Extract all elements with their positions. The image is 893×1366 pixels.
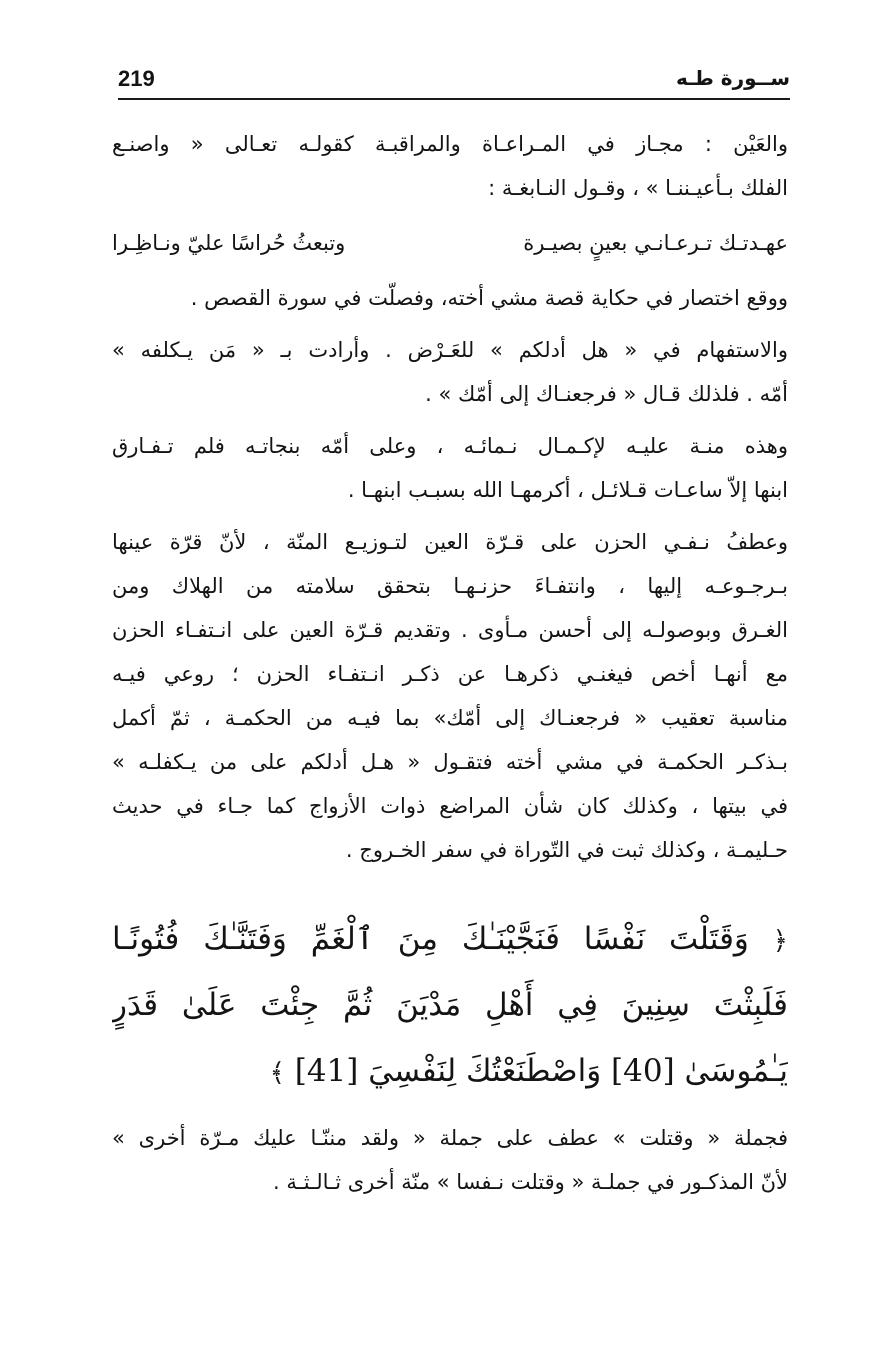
verse-line (112, 906, 788, 972)
verse-line-text: يَـٰمُوسَىٰ [40] وَاصْطَنَعْتُكَ لِنَفْسِيَ [41] (294, 1053, 788, 1089)
text-line: وعطفُ نـفـي الحزن على قـرّة العين لتـوزيـع المنّة ، لأنّ قرّة عينها (112, 530, 788, 554)
text-line: وهذه منـة عليـه لإكـمـال نـمائـه ، وعلى أمّه بنجاتـه فلم تـفـارق (112, 434, 788, 458)
text-line: حـليمـة ، وكذلك ثبت في التّوراة في سفر الخـروج . (345, 838, 788, 862)
text-line: في بيتها ، وكذلك كان شأن المراضع ذوات الأزواج كما جـاء في حديث (112, 794, 788, 818)
paragraph-closing (112, 1116, 788, 1204)
verse-line (112, 1038, 788, 1104)
text-line: والاستفهام في « هل أدلكم » للعَـرْض . وأرادت بـ « مَن يـكلفه » (112, 338, 788, 362)
poem-verse (112, 218, 788, 268)
text-line: الغـرق وبوصولـه إلى أحسن مـأوى . وتقديم قـرّة العين على انـتفـاء الحزن (112, 618, 788, 642)
quran-verse (112, 906, 788, 1104)
text-line: ووقع اختصار في حكاية قصة مشي أخته، وفصلّت في سورة القصص . (190, 286, 788, 310)
paragraph-ikhtisar (112, 276, 788, 320)
surah-title: ســورة طـه (676, 66, 790, 90)
paragraph-minna (112, 424, 788, 512)
text-line: بـرجـوعـه إليها ، وانتفـاءَ حزنـهـا بتحقق سلامته من الهلاك ومن (112, 574, 788, 598)
verse-line: فَلَبِثْتَ سِنِينَ فِي أَهْلِ مَدْيَنَ ثُمَّ جِئْتَ عَلَىٰ قَدَرٍ (112, 987, 788, 1023)
text-line: مع أنهـا أخص فيغنـي ذكرهـا عن ذكـر انـتفـاء الحزن ؛ روعي فيـه (112, 662, 788, 686)
verse-close-brace: ﴾ (269, 1058, 285, 1088)
text-line: بـذكـر الحكمـة في مشي أخته فتقـول « هـل أدلكم على من يـكفلـه » (112, 750, 788, 774)
poem-hemistich-first: عهـدتـك تـرعـانـي بعينٍ بصيـرة (523, 231, 788, 255)
paragraph-aynun (112, 122, 788, 210)
page-number: 219 (118, 66, 155, 91)
text-line: مناسبة تعقيب « فرجعنـاك إلى أمّك» بما فيـه من الحكمـة ، ثمّ أكمل (112, 706, 788, 730)
verse-line-text: وَقَتَلْتَ نَفْسًا فَنَجَّيْنَـٰكَ مِنَ ٱلْغَمِّ وَفَتَنَّـٰكَ فُتُونًـا (112, 921, 749, 957)
poem-hemistich-second: وتبعثُ حُراسًا عليّ ونـاظِـرا (112, 231, 346, 255)
text-line: أمّه . فلذلك قـال « فرجعنـاك إلى أمّك » . (425, 382, 788, 406)
paragraph-istifham (112, 328, 788, 416)
page-body (112, 122, 788, 1212)
text-line: لأنّ المذكـور في جملـة « وقتلت نـفسا » منّة أخرى ثـالـثـة . (273, 1170, 788, 1194)
text-line: فجملة « وقتلت » عطف على جملة « ولقد مننّـا عليك مـرّة أخرى » (112, 1126, 788, 1150)
text-line: والعَيْن : مجـاز في المـراعـاة والمراقبـة كقولـه تعـالى « واصنـع (112, 132, 788, 156)
verse-open-brace: ﴿ (772, 926, 788, 956)
text-line: الفلك بـأعيـننـا » ، وقـول النـابغـة : (488, 176, 788, 200)
text-line: ابنها إلاّ ساعـات قـلائـل ، أكرمهـا الله بسبـب ابنهـا . (347, 478, 788, 502)
paragraph-atf (112, 520, 788, 872)
page-header (118, 62, 790, 100)
